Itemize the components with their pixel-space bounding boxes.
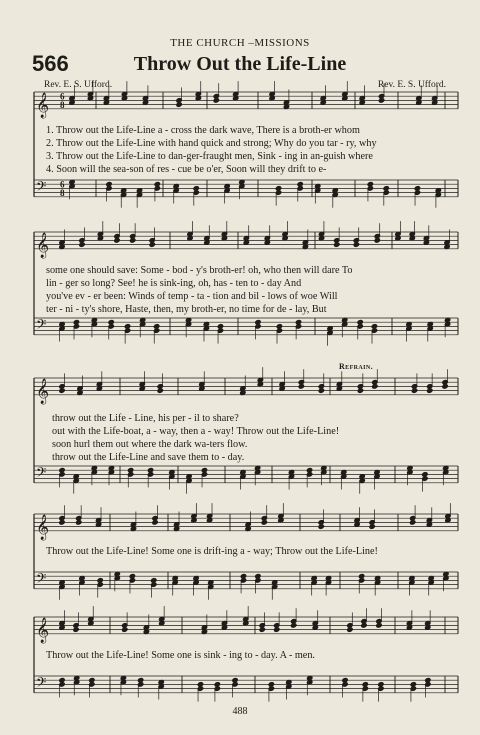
treble-clef-icon: 𝄞 [36, 232, 50, 258]
lyric-line: throw out the Life-Line and save them to - day. [52, 452, 245, 463]
hymn-title: Throw Out the Life-Line [133, 53, 347, 75]
note-head [76, 520, 82, 525]
treble-clef-icon: 𝄞 [36, 378, 50, 404]
note-head [347, 627, 353, 632]
note-head [378, 98, 384, 103]
note-head [122, 627, 128, 632]
note-head [318, 524, 324, 529]
words-credit: Rev. E. S. Ufford. [44, 80, 113, 90]
lyric-line: some one should save: Some - bod - y's broth-er! oh, who then will dare To [46, 265, 353, 276]
lyric-line: lin - ger so long? See! he is sink-ing, oh, has - ten to - day And [46, 278, 302, 289]
note-head [59, 520, 65, 525]
note-head [149, 242, 155, 247]
note-head [298, 384, 304, 389]
note-head [410, 520, 416, 525]
lyric-line: soon hurl them out where the dark wa-ters flow. [52, 439, 248, 450]
note-head [334, 242, 340, 247]
bass-clef-icon: 𝄢 [36, 570, 47, 590]
note-head [73, 627, 79, 632]
note-head [411, 388, 417, 393]
bass-clef-icon: 𝄢 [36, 316, 47, 336]
note-head [59, 388, 65, 393]
lyric-line: you've ev - er been: Winds of temp - ta - tion and bil - lows of woe Will [46, 291, 338, 302]
music-staves [34, 92, 458, 693]
note-head [369, 524, 375, 529]
section-heading: THE CHURCH –MISSIONS [170, 37, 310, 49]
time-signature: 6 [60, 179, 65, 190]
note-head [114, 238, 120, 243]
note-head [318, 388, 324, 393]
note-head [152, 520, 158, 525]
note-head [361, 623, 367, 628]
bass-clef-icon: 𝄢 [36, 464, 47, 484]
note-head [130, 238, 136, 243]
notes [59, 81, 451, 702]
page-number: 488 [232, 706, 248, 717]
hymn-number: 566 [32, 51, 69, 76]
note-head [376, 623, 382, 628]
time-signature: 6 [60, 91, 65, 102]
time-signature: 8 [60, 99, 65, 110]
treble-clef-icon: 𝄞 [36, 514, 50, 540]
note-head [261, 520, 267, 525]
lyric-line: Throw out the Life-Line! Some one is sink - ing to - day. A - men. [46, 650, 315, 661]
note-head [357, 388, 363, 393]
bass-clef-icon: 𝄢 [36, 178, 47, 198]
note-head [374, 238, 380, 243]
lyric-line: 1. Throw out the Life-Line a - cross the dark wave, There is a broth-er whom [46, 125, 360, 136]
time-signature: 8 [60, 187, 65, 198]
note-head [176, 102, 182, 107]
treble-clef-icon: 𝄞 [36, 92, 50, 118]
note-head [259, 627, 265, 632]
note-head [157, 388, 163, 393]
note-head [79, 242, 85, 247]
treble-clef-icon: 𝄞 [36, 617, 50, 643]
lyric-line: 2. Throw out the Life-Line with hand quick and strong; Why do you tar - ry, why [46, 138, 377, 149]
refrain-label: Refrain. [339, 362, 373, 371]
note-head [372, 384, 378, 389]
lyric-line: Throw out the Life-Line! Some one is drift-ing a - way; Throw out the Life-Line! [46, 546, 378, 557]
note-head [213, 98, 219, 103]
bass-clef-icon: 𝄢 [36, 674, 47, 694]
lyric-line: ter - ni - ty's shore, Haste, then, my broth-er, no time for de - lay, But [46, 304, 327, 315]
lyric-line: throw out the Life - Line, his per - il to share? [52, 413, 239, 424]
note-head [353, 242, 359, 247]
note-head [442, 384, 448, 389]
lyric-line: 3. Throw out the Life-Line to dan-ger-fraught men, Sink - ing in an-guish where [46, 151, 373, 162]
lyric-line: out with the Life-boat, a - way, then a - way! Throw out the Life-Line! [52, 426, 340, 437]
note-head [427, 388, 433, 393]
note-head [291, 623, 297, 628]
music-credit: Rev. E. S. Ufford. [377, 80, 446, 90]
lyric-line: 4. Soon will the sea-son of res - cue be o'er, Soon will they drift to e- [46, 164, 327, 175]
note-head [274, 627, 280, 632]
